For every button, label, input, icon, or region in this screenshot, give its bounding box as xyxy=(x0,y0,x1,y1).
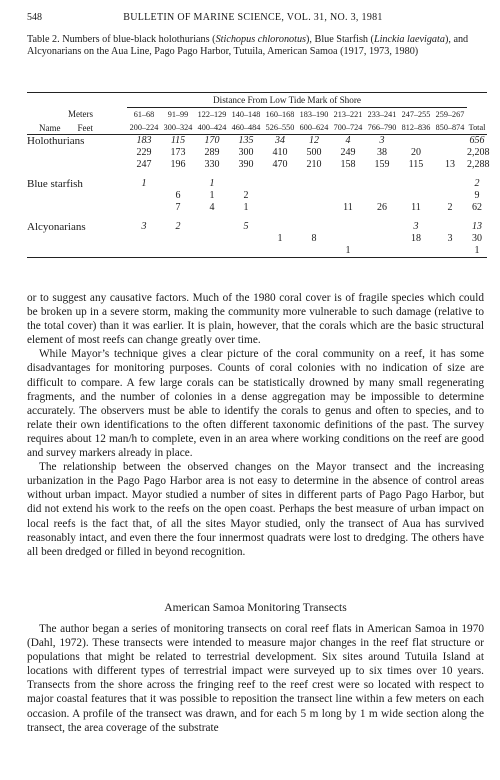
count-cell: 1 xyxy=(243,202,249,213)
caption-tail: ), and Alcyonarians on the Aua Line, Pago Pago Harbor, Tutuila, American Samoa (1917, 1973, 1980) xyxy=(27,34,469,58)
feet-cell: 812–836 xyxy=(399,121,433,135)
data-table xyxy=(27,92,490,258)
count-cell xyxy=(399,190,433,202)
count-cell: 1 xyxy=(331,245,365,258)
count-cell xyxy=(399,135,433,148)
count-cell xyxy=(365,233,399,245)
meters-cell: 259–267 xyxy=(433,108,467,122)
count-cell xyxy=(365,221,399,233)
row-group-label-empty xyxy=(27,190,127,202)
name-label: Name Feet xyxy=(27,121,97,135)
count-cell xyxy=(161,245,195,258)
table-caption xyxy=(27,34,485,59)
count-cell: 34 xyxy=(275,135,285,146)
caption-mid: ), Blue Starfish ( xyxy=(306,34,374,45)
count-cell: 1 xyxy=(277,233,283,244)
row-group-label: Blue starfish xyxy=(27,178,83,190)
feet-cell: 600–624 xyxy=(297,121,331,135)
count-cell xyxy=(263,245,297,258)
table-row xyxy=(27,159,487,171)
count-cell xyxy=(331,233,365,245)
count-cell xyxy=(365,245,399,258)
count-cell xyxy=(433,245,467,258)
count-cell xyxy=(433,147,467,159)
count-cell: 249 xyxy=(340,147,356,158)
count-cell: 11 xyxy=(411,202,421,213)
count-cell: 3 xyxy=(379,135,385,146)
meters-cell: 213–221 xyxy=(331,108,365,122)
count-cell xyxy=(331,190,365,202)
count-cell xyxy=(365,178,399,190)
total-label: Total xyxy=(467,121,487,135)
caption-species-2: Linckia laevigata xyxy=(373,34,445,45)
count-cell: 20 xyxy=(411,147,421,158)
meters-label: Meters xyxy=(68,109,93,120)
count-cell: 13 xyxy=(445,159,455,170)
count-cell: 12 xyxy=(309,135,319,146)
feet-cell: 300–324 xyxy=(161,121,195,135)
count-cell xyxy=(365,190,399,202)
count-cell xyxy=(433,221,467,233)
count-cell xyxy=(229,178,263,190)
meters-cell: 61–68 xyxy=(127,108,161,122)
feet-label: Feet xyxy=(77,122,93,133)
feet-cell: 460–484 xyxy=(229,121,263,135)
count-cell xyxy=(297,190,331,202)
caption-lead: Table 2. Numbers of blue-black holothurians ( xyxy=(27,34,216,45)
data-table-wrapper xyxy=(27,92,490,258)
count-cell xyxy=(433,190,467,202)
meters-row xyxy=(27,108,487,122)
table-row xyxy=(27,135,487,148)
meters-cell: 233–241 xyxy=(365,108,399,122)
count-cell: 390 xyxy=(238,159,254,170)
count-cell: 410 xyxy=(272,147,288,158)
meters-cell: 91–99 xyxy=(161,108,195,122)
count-cell: 115 xyxy=(170,135,186,146)
count-cell xyxy=(195,233,229,245)
paragraph: The relationship between the observed changes on the Mayor transect and the increasing urbanization in the Pago Pago Harbor area is not easy to determine in the absence of control areas without urban impact. Mayor studied a number of sites in different parts of Pago Pago Harbor, but did not extend his work to the reefs on the open coast. Perhaps the best measure of urban impact on local reefs is the fact that, of all the sites Mayor studied, only the transect of Aua has survived reasonably intact, and even there the four innermost quadrats were lost to dredging. The others have all been dredged or filled in beyond recognition. xyxy=(27,461,484,558)
table-row xyxy=(27,245,487,258)
count-cell: 1 xyxy=(141,178,147,189)
count-cell xyxy=(229,245,263,258)
row-group-label-empty xyxy=(27,245,127,258)
table-row xyxy=(27,202,487,214)
count-cell: 210 xyxy=(306,159,322,170)
row-group-label-empty xyxy=(27,147,127,159)
table-row xyxy=(27,233,487,245)
total-cell: 1 xyxy=(467,245,487,258)
count-cell xyxy=(433,135,467,148)
count-cell: 115 xyxy=(408,159,424,170)
total-cell: 30 xyxy=(472,233,482,244)
count-cell: 1 xyxy=(209,178,215,189)
total-cell: 2 xyxy=(474,178,480,189)
span-header: Distance From Low Tide Mark of Shore xyxy=(213,95,362,105)
row-group-label: Holothurians xyxy=(27,135,85,147)
count-cell: 5 xyxy=(243,221,249,232)
feet-cell: 526–550 xyxy=(263,121,297,135)
total-cell: 13 xyxy=(472,221,482,232)
table-body xyxy=(27,135,490,258)
count-cell: 158 xyxy=(340,159,356,170)
count-cell xyxy=(263,202,297,214)
count-cell: 173 xyxy=(170,147,186,158)
feet-cell: 850–874 xyxy=(433,121,467,135)
table-row xyxy=(27,190,487,202)
section-heading: American Samoa Monitoring Transects xyxy=(164,601,347,614)
count-cell xyxy=(263,221,297,233)
count-cell xyxy=(263,178,297,190)
feet-cell: 400–424 xyxy=(195,121,229,135)
count-cell: 229 xyxy=(136,147,152,158)
meters-cell: 247–255 xyxy=(399,108,433,122)
count-cell: 1 xyxy=(209,190,215,201)
count-cell: 170 xyxy=(204,135,220,146)
total-cell: 2,288 xyxy=(467,159,490,170)
count-cell: 26 xyxy=(377,202,387,213)
body-text-lower xyxy=(27,622,484,735)
count-cell: 3 xyxy=(413,221,419,232)
count-cell: 6 xyxy=(175,190,181,201)
meters-cell: 122–129 xyxy=(195,108,229,122)
paragraph: or to suggest any causative factors. Much of the 1980 coral cover is of fragile species which could be broken up in a severe storm, making the community more vulnerable to such damage (relative to the total cover) than it was earlier. It is plain, however, that the corals which are the basic structural element of most reefs can change greatly over time. xyxy=(27,292,484,347)
count-cell xyxy=(331,178,365,190)
count-cell xyxy=(297,202,331,214)
count-cell: 38 xyxy=(377,147,387,158)
count-cell xyxy=(161,178,195,190)
count-cell: 2 xyxy=(447,202,453,213)
count-cell xyxy=(399,245,433,258)
count-cell: 3 xyxy=(141,221,147,232)
count-cell: 247 xyxy=(136,159,152,170)
count-cell: 159 xyxy=(374,159,390,170)
table-row xyxy=(27,221,487,233)
count-cell: 500 xyxy=(306,147,322,158)
feet-cell: 700–724 xyxy=(331,121,365,135)
group-spacer xyxy=(27,171,487,178)
meters-cell: 160–168 xyxy=(263,108,297,122)
feet-cell: 766–790 xyxy=(365,121,399,135)
count-cell: 4 xyxy=(209,202,215,213)
count-cell xyxy=(127,202,161,214)
table-row xyxy=(27,178,487,190)
paragraph: The author began a series of monitoring transects on coral reef flats in American Samoa in 1970 (Dahl, 1972). These transects were intended to measure major changes in the reef flat structure or populations that might be related to terrestrial development. Six sites around Tutuila Island at locations with different types of terrestrial impact were surveyed up to six times over 10 years. Transects from the shore across the fringing reef to the reef crest were so located with respect to major coastal features that it was possible to reposition the transect line within a few meters on each occasion. A profile of the transect was drawn, and for each 5 m long by 1 m wide section along the transect, the area coverage of the substrate xyxy=(27,623,484,734)
count-cell xyxy=(195,221,229,233)
count-cell: 183 xyxy=(136,135,152,146)
total-cell: 62 xyxy=(472,202,482,213)
page-number: 548 xyxy=(27,12,42,23)
row-group-label-empty xyxy=(27,233,127,245)
count-cell: 289 xyxy=(204,147,220,158)
paragraph: While Mayor’s technique gives a clear picture of the coral community on a reef, it has some disadvantages for monitoring purposes. Counts of coral colonies with no indication of size are difficult to compare. A few large corals can be statistically drowned by many small regenerating fragments, and the number of colonies in a dense aggregation may be impossible to determine accurately. The observers must be able to identify the corals to genus and often to species, and to relate their own identifications to the often different taxonomic definitions of the past. The survey requires about 12 man/h to complete, even in an area where working conditions on the reef are good and survey markers already in place. xyxy=(27,348,484,460)
total-cell: 2,208 xyxy=(467,147,490,158)
count-cell: 135 xyxy=(238,135,254,146)
row-group-label: Alcyonarians xyxy=(27,221,86,233)
count-cell xyxy=(127,233,161,245)
count-cell xyxy=(297,245,331,258)
count-cell xyxy=(297,178,331,190)
caption-species-1: Stichopus chloronotus xyxy=(215,34,307,45)
count-cell xyxy=(297,221,331,233)
count-cell xyxy=(127,245,161,258)
meters-cell: 140–148 xyxy=(229,108,263,122)
table-span-header-row xyxy=(27,93,487,108)
count-cell: 2 xyxy=(243,190,249,201)
journal-title: BULLETIN OF MARINE SCIENCE, VOL. 31, NO. 3, 1981 xyxy=(123,12,383,23)
count-cell xyxy=(127,190,161,202)
count-cell xyxy=(331,221,365,233)
count-cell: 196 xyxy=(170,159,186,170)
count-cell: 11 xyxy=(343,202,353,213)
count-cell xyxy=(195,245,229,258)
count-cell: 330 xyxy=(204,159,220,170)
count-cell: 3 xyxy=(447,233,453,244)
count-cell: 4 xyxy=(345,135,351,146)
count-cell xyxy=(161,233,195,245)
count-cell: 2 xyxy=(175,221,181,232)
group-spacer xyxy=(27,214,487,221)
total-cell: 9 xyxy=(474,190,480,201)
body-text-upper xyxy=(27,291,484,559)
row-group-label-empty xyxy=(27,202,127,214)
row-group-label-empty xyxy=(27,159,127,171)
count-cell: 7 xyxy=(175,202,181,213)
feet-cell: 200–224 xyxy=(127,121,161,135)
count-cell: 300 xyxy=(238,147,254,158)
count-cell: 470 xyxy=(272,159,288,170)
count-cell xyxy=(263,190,297,202)
feet-row xyxy=(27,121,487,135)
meters-cell: 183–190 xyxy=(297,108,331,122)
table-row xyxy=(27,147,487,159)
count-cell: 18 xyxy=(411,233,421,244)
count-cell xyxy=(229,233,263,245)
total-cell: 656 xyxy=(469,135,485,146)
count-cell xyxy=(399,178,433,190)
count-cell: 8 xyxy=(311,233,317,244)
count-cell xyxy=(433,178,467,190)
